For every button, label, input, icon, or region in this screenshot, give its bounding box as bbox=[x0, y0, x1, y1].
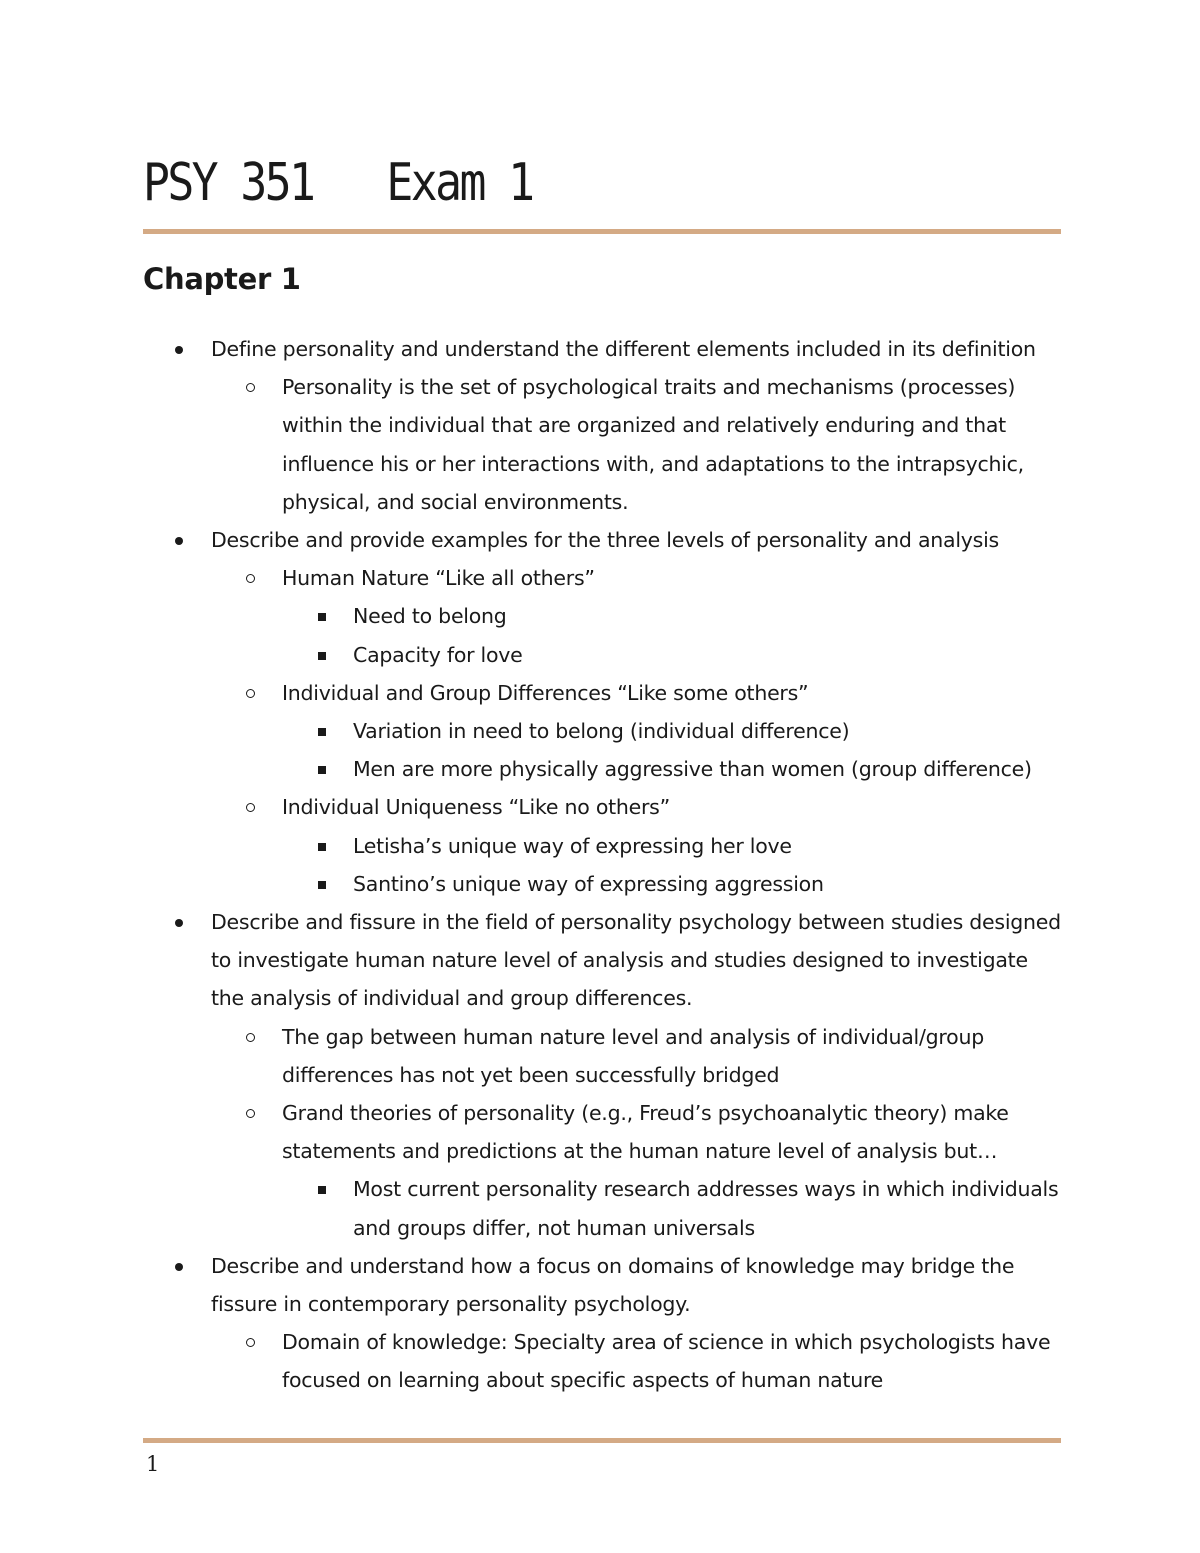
bullet-item-level-3 bbox=[0, 597, 1063, 635]
bullet-text: Describe and understand how a focus on domains of knowledge may bridge the fissure in contemporary personality psychology. bbox=[211, 1253, 1015, 1317]
bullet-item-level-3 bbox=[0, 636, 1063, 674]
bullet-text: Individual Uniqueness “Like no others” bbox=[282, 795, 670, 820]
bullet-square-icon bbox=[318, 1186, 326, 1194]
bullet-text: Domain of knowledge: Specialty area of science in which psychologists have focused on learning about specific aspects of human nature bbox=[282, 1330, 1051, 1393]
bullet-item-level-1 bbox=[0, 521, 1061, 559]
bullet-item-level-2 bbox=[0, 1094, 1062, 1170]
bullet-circle-icon bbox=[246, 1109, 255, 1118]
bullet-circle-icon bbox=[246, 1338, 255, 1347]
bullet-circle-icon bbox=[246, 803, 255, 812]
bullet-item-level-2 bbox=[0, 788, 1062, 826]
page-number: 1 bbox=[146, 1452, 160, 1476]
bullet-text: Describe and fissure in the field of personality psychology between studies designed to investigate human nature level of analysis and studies designed to investigate the analysis of individual and group differences. bbox=[211, 910, 1061, 1011]
bullet-text: Letisha’s unique way of expressing her love bbox=[353, 833, 792, 858]
bullet-circle-icon bbox=[246, 689, 255, 698]
bullet-square-icon bbox=[318, 843, 326, 851]
bullet-item-level-2 bbox=[0, 674, 1062, 712]
bullet-item-level-3 bbox=[0, 827, 1063, 865]
bullet-item-level-1 bbox=[0, 1247, 1061, 1323]
bullet-item-level-2 bbox=[0, 1323, 1062, 1399]
document-title: PSY 351 Exam 1 bbox=[143, 153, 533, 213]
bullet-circle-icon bbox=[246, 383, 255, 392]
bullet-square-icon bbox=[318, 728, 326, 736]
bullet-square-icon bbox=[318, 766, 326, 774]
bullet-square-icon bbox=[318, 613, 326, 621]
bullet-circle-icon bbox=[246, 1033, 255, 1042]
bullet-item-level-1 bbox=[0, 903, 1061, 1018]
bullet-item-level-2 bbox=[0, 559, 1062, 597]
bullet-text: Men are more physically aggressive than women (group difference) bbox=[353, 757, 1032, 782]
bullet-item-level-3 bbox=[0, 712, 1063, 750]
bullet-text: Santino’s unique way of expressing aggression bbox=[353, 871, 824, 896]
bullet-disc-icon bbox=[175, 346, 183, 354]
bullet-disc-icon bbox=[175, 537, 183, 545]
bullet-item-level-3 bbox=[0, 750, 1063, 788]
bullet-item-level-2 bbox=[0, 368, 1062, 521]
bullet-circle-icon bbox=[246, 574, 255, 583]
bullet-item-level-3 bbox=[0, 865, 1063, 903]
bullet-disc-icon bbox=[175, 1263, 183, 1271]
bullet-text: Variation in need to belong (individual difference) bbox=[353, 719, 850, 744]
bullet-text: Need to belong bbox=[353, 604, 507, 629]
bullet-outline bbox=[0, 330, 1200, 1400]
bullet-text: The gap between human nature level and analysis of individual/group differences has not yet been successfully bridged bbox=[282, 1024, 984, 1087]
bullet-text: Human Nature “Like all others” bbox=[282, 566, 595, 591]
bullet-disc-icon bbox=[175, 919, 183, 927]
bullet-text: Capacity for love bbox=[353, 642, 523, 667]
chapter-heading: Chapter 1 bbox=[143, 262, 301, 296]
bullet-square-icon bbox=[318, 652, 326, 660]
bullet-text: Personality is the set of psychological traits and mechanisms (processes) within the individual that are organized and relatively enduring and that influence his or her interactions with, and adaptations to the intrapsychic, physical, and social environments. bbox=[282, 375, 1024, 514]
bullet-text: Describe and provide examples for the three levels of personality and analysis bbox=[211, 528, 999, 553]
bullet-item-level-1 bbox=[0, 330, 1061, 368]
bullet-square-icon bbox=[318, 881, 326, 889]
footer-divider bbox=[143, 1438, 1061, 1443]
bullet-text: Define personality and understand the different elements included in its definition bbox=[211, 337, 1036, 361]
bullet-text: Most current personality research addresses ways in which individuals and groups differ, not human universals bbox=[353, 1177, 1059, 1240]
bullet-text: Grand theories of personality (e.g., Freud’s psychoanalytic theory) make statements and predictions at the human nature level of analysis but… bbox=[282, 1101, 1009, 1164]
bullet-text: Individual and Group Differences “Like some others” bbox=[282, 680, 809, 705]
bullet-item-level-2 bbox=[0, 1018, 1062, 1094]
bullet-item-level-3 bbox=[0, 1170, 1063, 1246]
title-divider bbox=[143, 229, 1061, 234]
